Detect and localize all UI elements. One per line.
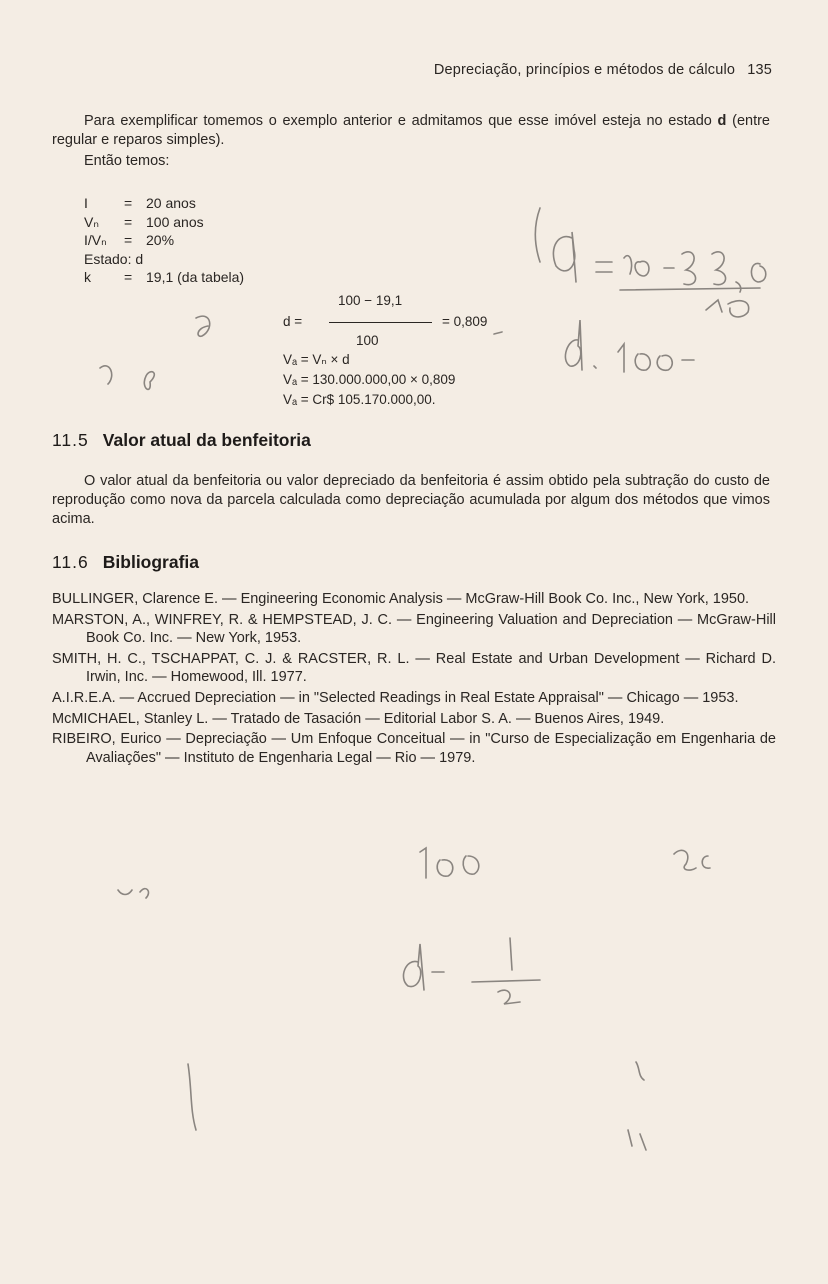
variable-eq: = xyxy=(124,195,133,211)
bibliography-entry: MARSTON, A., WINFREY, R. & HEMPSTEAD, J. C. — Engineering Valuation and Depreciation — McGraw-Hill Book Co. Inc. — New York, 1953. xyxy=(52,611,776,647)
formula-line2: Vₐ = Vₙ × d xyxy=(283,352,350,367)
variable-eq: = xyxy=(124,232,133,248)
variable-key: Vₙ xyxy=(84,213,99,230)
formula-rhs: = 0,809 xyxy=(442,314,488,329)
variable-key: Estado: d xyxy=(84,250,144,267)
variable-eq: = xyxy=(124,213,133,230)
variable-key: I/Vₙ xyxy=(84,232,107,248)
bibliography-entry: BULLINGER, Clarence E. — Engineering Economic Analysis — McGraw-Hill Book Co. Inc., New York, 1950. xyxy=(52,591,750,607)
formula-line3: Vₐ = 130.000.000,00 × 0,809 xyxy=(283,372,456,387)
formula-denominator: 100 xyxy=(356,333,379,348)
then-text: Então temos: xyxy=(84,153,170,169)
variable-value: 100 anos xyxy=(146,213,204,230)
intro-text-post: (entre regular e reparos simples). xyxy=(52,113,770,148)
bibliography-entry: A.I.R.E.A. — Accrued Depreciation — in "Selected Readings in Real Estate Appraisal" — Chicago — 1953. xyxy=(52,689,739,706)
page-number: 135 xyxy=(747,62,772,78)
variable-value: 19,1 (da tabela) xyxy=(146,269,245,285)
variable-value: 20% xyxy=(146,232,175,248)
variable-eq: = xyxy=(124,269,133,285)
section-number: 11.6 xyxy=(52,552,89,572)
running-title: Depreciação, princípios e métodos de cálculo xyxy=(433,62,736,78)
bibliography-entry: McMICHAEL, Stanley L. — Tratado de Tasación — Editorial Labor S. A. — Buenos Aires, 1949. xyxy=(52,710,665,727)
variable-key: k xyxy=(84,269,91,285)
section-number: 11.5 xyxy=(52,430,89,450)
section-11-5-body: O valor atual da benfeitoria ou valor depreciado da benfeitoria é assim obtido pela subtração do custo de reprodução como nova da parcela calculada como depreciação acumulada por algum dos métodos que vimos acima. xyxy=(52,473,770,527)
variable-key: I xyxy=(84,195,88,211)
variable-value: 20 anos xyxy=(146,195,196,211)
bibliography-entry: SMITH, H. C., TSCHAPPAT, C. J. & RACSTER, R. L. — Real Estate and Urban Development — Richard D. Irwin, Inc. — Homewood, Ill. 1977. xyxy=(52,650,776,686)
bibliography-entry: RIBEIRO, Eurico — Depreciação — Um Enfoque Conceitual — in "Curso de Especialização em Engenharia de Avaliações" — Instituto de Engenharia Legal — Rio — 1979. xyxy=(52,731,776,766)
section-title: Bibliografia xyxy=(102,552,200,572)
intro-text-pre: Para exemplificar tomemos o exemplo anterior e admitamos que esse imóvel esteja no estado xyxy=(84,113,718,129)
formula-lhs: d = xyxy=(283,314,303,329)
section-title: Valor atual da benfeitoria xyxy=(102,430,311,450)
formula-line4: Vₐ = Cr$ 105.170.000,00. xyxy=(283,392,436,407)
state-letter: d xyxy=(717,113,727,129)
formula-numerator: 100 − 19,1 xyxy=(338,293,403,308)
